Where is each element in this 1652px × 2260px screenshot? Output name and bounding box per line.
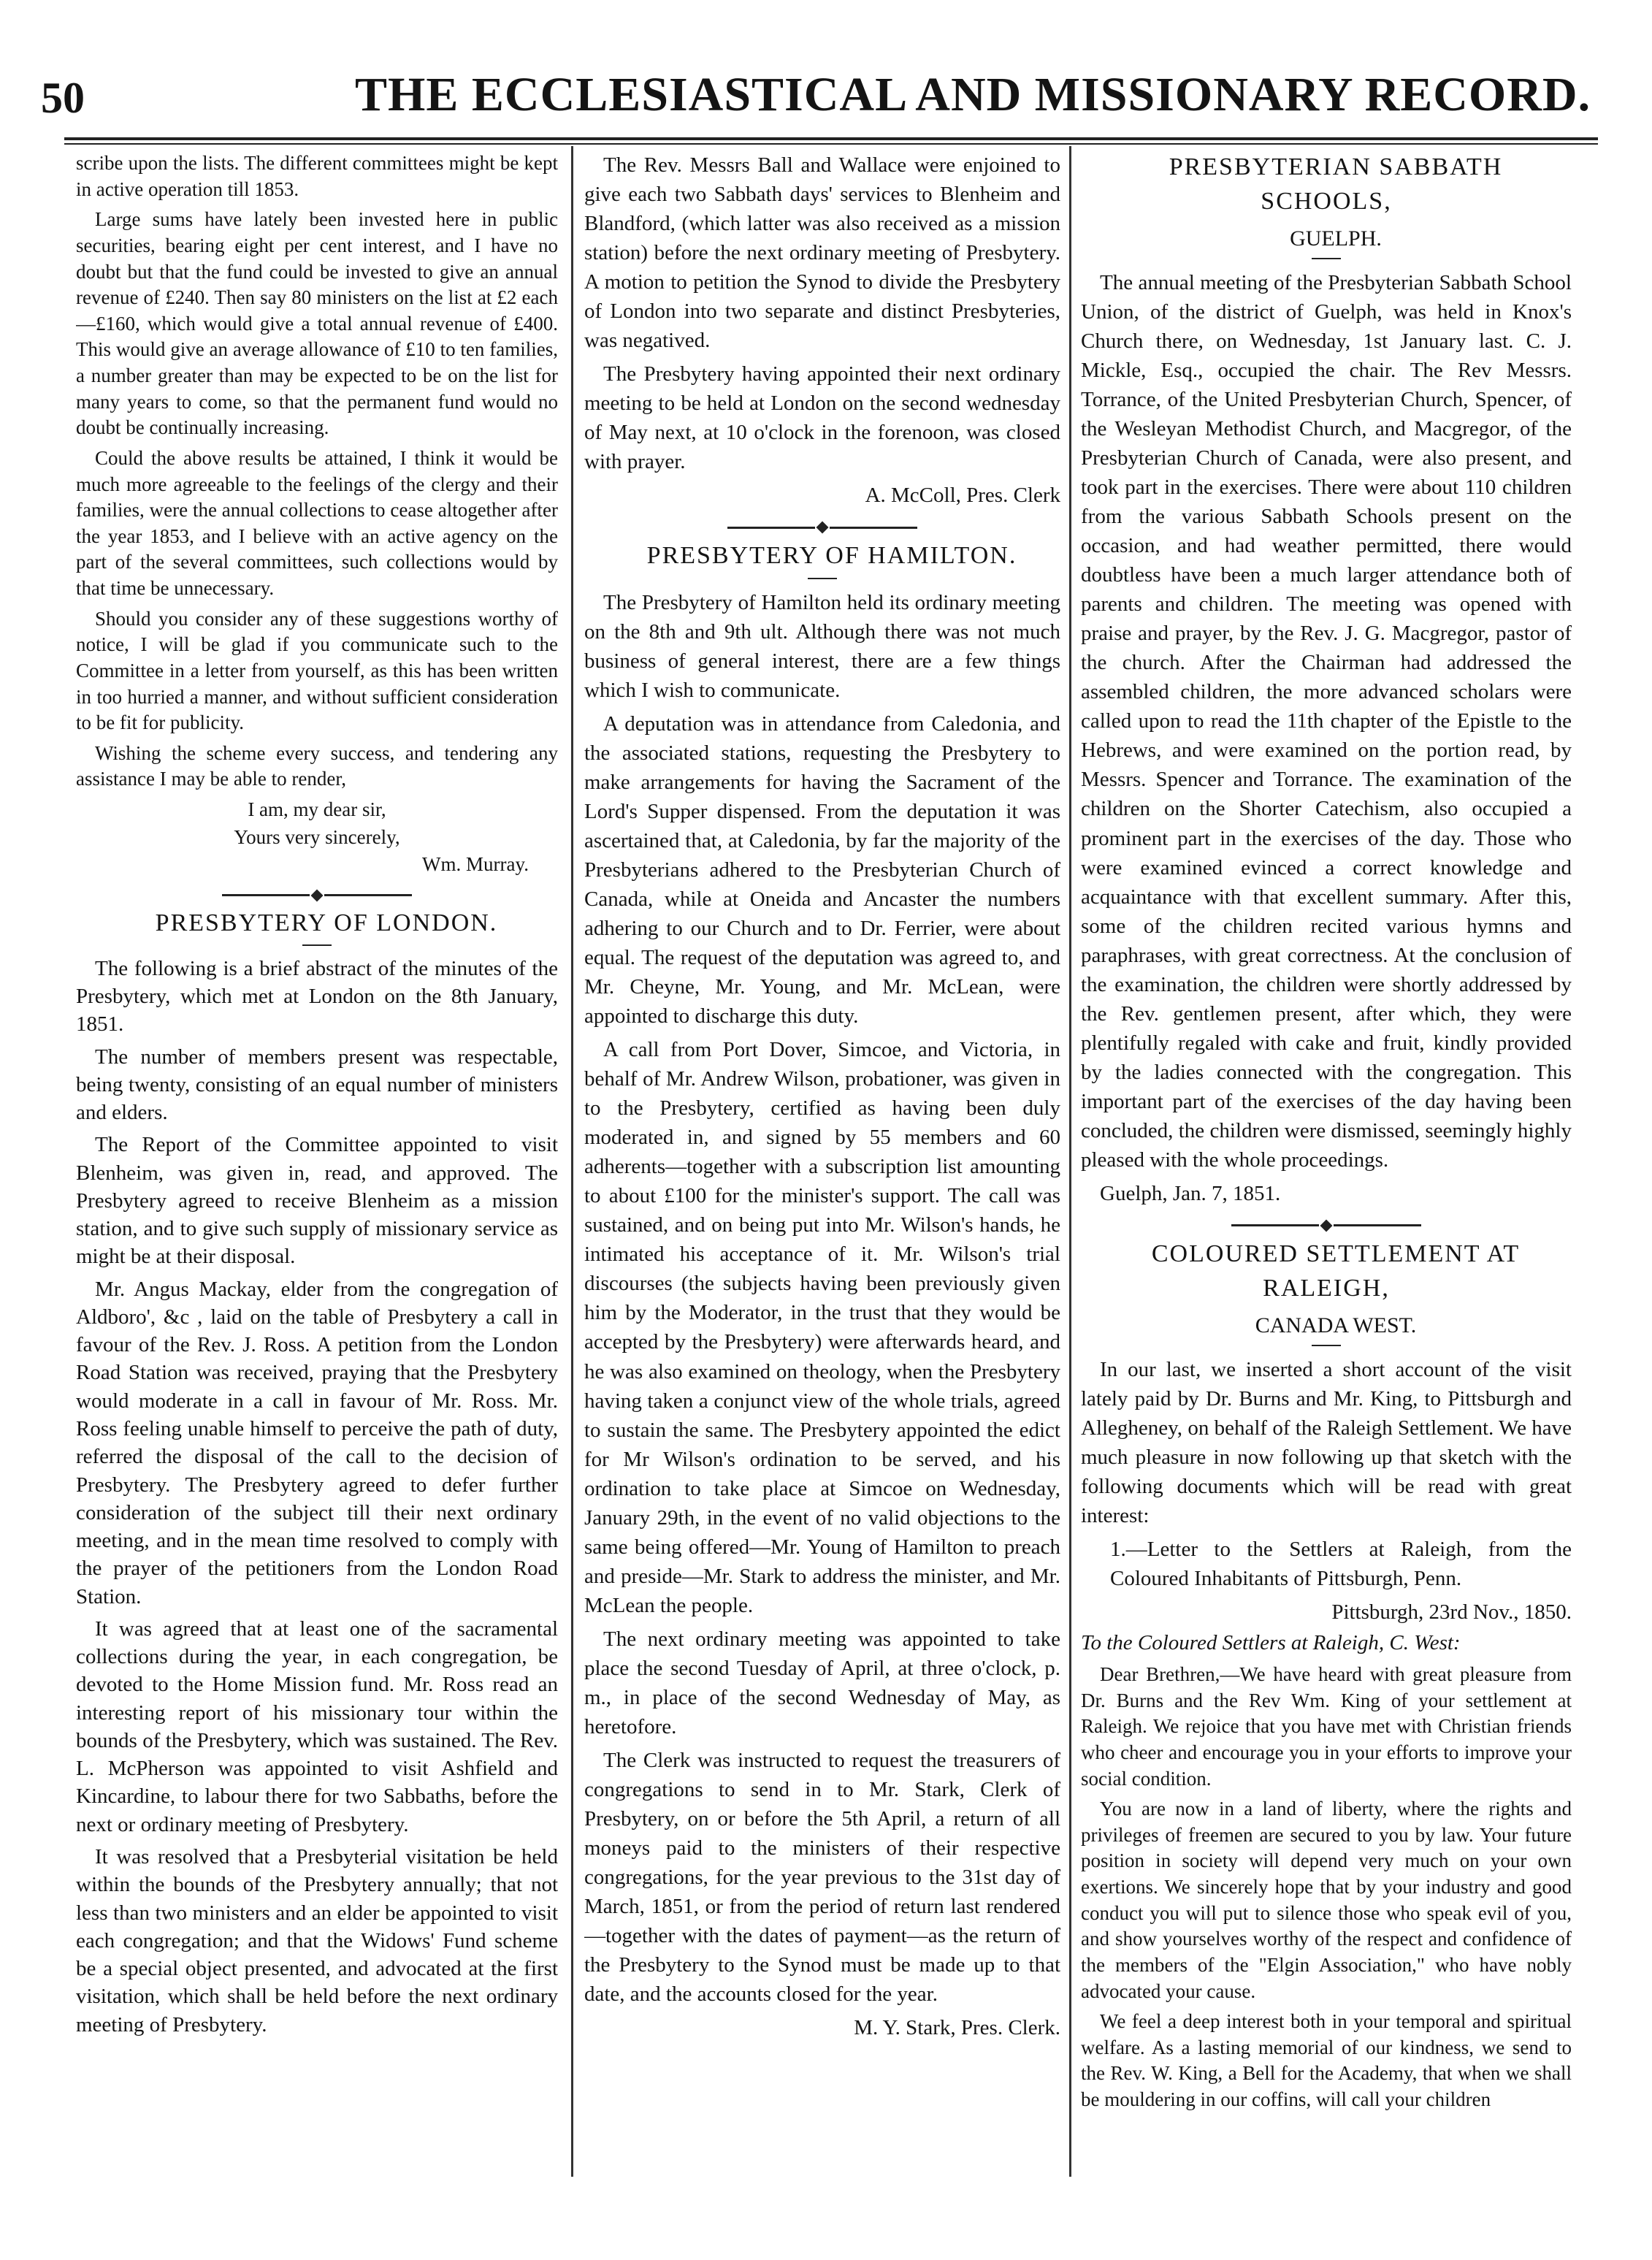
column-middle bbox=[584, 150, 1060, 2152]
signature: A. McColl, Pres. Clerk bbox=[865, 484, 1060, 508]
paragraph: In our last, we inserted a short account of the visit lately paid by Dr. Burns and Mr. King, to Pittsburgh and Allegheney, on behalf of the Raleigh Settlement. We have much pleasure in now following up that sketch with the following documents which will be read with great interest: bbox=[1081, 1357, 1572, 1527]
letter-salutation: To the Coloured Settlers at Raleigh, C. West: bbox=[1081, 1631, 1461, 1655]
dateline: Guelph, Jan. 7, 1851. bbox=[1100, 1181, 1281, 1205]
paragraph: It was resolved that a Presbyterial visitation be held within the bounds of the Presbytery annually; that not less than two ministers and an elder be appointed to visit each congregation; and that the Widows' Fund scheme be a special object presented, and advocated at the first visitation, which shall be held before the next ordinary meeting of Presbytery. bbox=[76, 1844, 558, 2036]
column-divider bbox=[1069, 146, 1071, 2177]
section-ornament bbox=[1081, 1221, 1572, 1230]
paragraph: The annual meeting of the Presbyterian Sabbath School Union, of the district of Guelph, was held in Knox's Church there, on Wednesday, 1st January last. C. J. Mickle, Esq., occupied the chair. The Rev Messrs. Torrance, of the United Presbyterian Church, Spencer, of the Wesleyan Methodist Church, and Macgregor, of the Presbyterian Church of Canada, were also present, and took part in the exercises. There were about 110 children from the various Sabbath Schools present on the occasion, and had weather permitted, there would doubtless have been a much larger attendance both of parents and children. The meeting was opened with praise and prayer, by the Rev. J. G. Macgregor, pastor of the church. After the Chairman had addressed the assembled children, the more advanced scholars were called upon to read the 11th chapter of the Epistle to the Hebrews, and were examined on the portion read, by Messrs. Spencer and Torrance. The examination of the children on the Shorter Catechism, also occupied a prominent part in the exercises of the day. Those who were examined evinced a correct knowledge and acquaintance with that excellent summary. After this, some of the children recited various hymns and paraphrases, with great correctness. At the conclusion of the examination, the children were shortly addressed by the Rev. gentlemen present, after which, they were plentifully regaled with cake and fruit, kindly provided by the ladies connected with the congregation. This important part of the exercises of the day having been concluded, the children were dismissed, seemingly highly pleased with the whole proceedings. bbox=[1081, 271, 1572, 1172]
letter-closing: Yours very sincerely, bbox=[234, 825, 400, 848]
letter-heading: 1.—Letter to the Settlers at Raleigh, from the Coloured Inhabitants of Pittsburgh, Penn. bbox=[1110, 1538, 1572, 1591]
header-rule bbox=[64, 137, 1598, 140]
paragraph: Large sums have lately been invested here in public securities, bearing eight per cent interest, and I have no doubt but that the fund could be invested to give an annual revenue of £240. Then say 80 ministers on the list at £2 each—£160, which would give a total annual revenue of £400. This would give an average allowance of £10 to ten families, a number greater than may be expected to be on the list for many years to come, so that the permanent fund would no doubt be continually increasing. bbox=[76, 208, 558, 439]
paragraph: The Clerk was instructed to request the treasurers of congregations to send in to Mr. Stark, Clerk of Presbytery, on or before the 5th April, a return of all moneys paid to the ministers of their respective congregations, for the year previous to the 31st day of March, 1851, or from the period of return last rendered—together with the dates of payment—as the return of the Presbytery to the Synod must be made up to that date, and the accounts closed for the year. bbox=[584, 1748, 1060, 2006]
paragraph: The Presbytery of Hamilton held its ordinary meeting on the 8th and 9th ult. Although there was not much business of general interest, there are a few things which I wish to communicate. bbox=[584, 591, 1060, 703]
paragraph: We feel a deep interest both in your temporal and spiritual welfare. As a lasting memorial of our kindness, we send to the Rev. W. King, a Bell for the Academy, that when we shall be mouldering in our coffins, will call your children bbox=[1081, 2010, 1572, 2111]
paragraph: A deputation was in attendance from Caledonia, and the associated stations, requesting the Presbytery to make arrangements for having the Sacrament of the Lord's Supper dispensed. From the deputation it was ascertained that, at Caledonia, by far the majority of the Presbyterians adhered to the Presbyterian Church of Canada, while at Oneida and Ancaster the numbers adhering to our Church and to Dr. Ferrier, were about equal. The request of the deputation was agreed to, and Mr. Cheyne, Mr. Young, and Mr. McLean, were appointed to discharge this duty. bbox=[584, 712, 1060, 1028]
letter-date: Pittsburgh, 23rd Nov., 1850. bbox=[1331, 1600, 1572, 1625]
letter-closing: I am, my dear sir, bbox=[248, 798, 386, 820]
paragraph: Wishing the scheme every success, and tendering any assistance I may be able to render, bbox=[76, 741, 558, 790]
signature: Wm. Murray. bbox=[422, 853, 529, 876]
paragraph: The Presbytery having appointed their next ordinary meeting to be held at London on the second wednesday of May next, at 10 o'clock in the forenoon, was closed with prayer. bbox=[584, 362, 1060, 474]
title-dash bbox=[808, 578, 837, 579]
column-divider bbox=[571, 146, 573, 2177]
column-left bbox=[76, 150, 558, 2152]
section-subtitle: GUELPH. bbox=[1290, 226, 1382, 251]
section-subtitle: CANADA WEST. bbox=[1255, 1313, 1417, 1337]
paragraph: scribe upon the lists. The different committees might be kept in active operation till 1853. bbox=[76, 152, 558, 200]
paragraph: The following is a brief abstract of the minutes of the Presbytery, which met at London on the 8th January, 1851. bbox=[76, 956, 558, 1037]
paragraph: Could the above results be attained, I think it would be much more agreeable to the feelings of the clergy and their families, were the annual collections to cease altogether after the year 1853, and I believe with an active agency on the part of the several committees, such collections would by that time be unnecessary. bbox=[76, 446, 558, 599]
paragraph: The Report of the Committee appointed to visit Blenheim, was given in, read, and approved. The Presbytery agreed to receive Blenheim as a mission station, and to give such supply of missionary service as might be at their disposal. bbox=[76, 1133, 558, 1269]
section-title: PRESBYTERIAN SABBATH SCHOOLS, bbox=[1169, 153, 1503, 215]
paragraph: A call from Port Dover, Simcoe, and Victoria, in behalf of Mr. Andrew Wilson, probationer, was given in to the Presbytery, certified as having been duly moderated in, and signed by 55 members and 60 adherents—together with a subscription list amounting to about £100 for the minister's support. The call was sustained, and on being put into Mr. Wilson's hands, he intimated his acceptance of it. Mr. Wilson's trial discourses (the subjects having been previously given him by the Moderator, in the trust that they would be accepted by the Presbytery) were afterwards heard, and he was also examined on theology, when the Presbytery having taken a conjunct view of the whole trials, agreed to sustain the same. The Presbytery appointed the edict for Mr Wilson's ordination to be served, and his ordination to take place at Simcoe on Wednesday, January 29th, in the event of no valid objections to the same being offered—Mr. Young of Hamilton to preach and preside—Mr. Stark to address the minister, and Mr. McLean the people. bbox=[584, 1038, 1060, 1617]
paragraph: The Rev. Messrs Ball and Wallace were enjoined to give each two Sabbath days' services to Blenheim and Blandford, (which latter was also received as a mission station) before the next ordinary meeting of Presbytery. A motion to petition the Synod to divide the Presbytery of London into two separate and distinct Presbyteries, was negatived. bbox=[584, 153, 1060, 353]
page-number: 50 bbox=[41, 74, 85, 122]
signature: M. Y. Stark, Pres. Clerk. bbox=[854, 2015, 1060, 2039]
paragraph: Mr. Angus Mackay, elder from the congregation of Aldboro', &c , laid on the table of Presbytery a call in favour of the Rev. J. Ross. A petition from the London Road Station was received, praying that the Presbytery would moderate in a call in favour of Mr. Ross. Mr. Ross feeling unable himself to perceive the path of duty, referred the disposal of the call to the decision of Presbytery. The Presbytery agreed to defer further consideration of the subject till their next ordinary meeting, and in the mean time resolved to comply with the prayer of the petitioners from the London Road Station. bbox=[76, 1277, 558, 1608]
paragraph: Dear Brethren,—We have heard with great pleasure from Dr. Burns and the Rev Wm. King of your settlement at Raleigh. We rejoice that you have met with Christian friends who cheer and encourage you in your efforts to improve your social condition. bbox=[1081, 1663, 1572, 1790]
column-right bbox=[1081, 150, 1572, 2152]
page-header bbox=[41, 67, 1596, 133]
paragraph: Should you consider any of these suggestions worthy of notice, I will be glad if you communicate such to the Committee in a letter from yourself, as this has been written in too hurried a manner, and without sufficient consideration to be fit for publicity. bbox=[76, 607, 558, 734]
section-title: PRESBYTERY OF HAMILTON. bbox=[646, 542, 1017, 570]
section-title: PRESBYTERY OF LONDON. bbox=[155, 909, 498, 936]
section-ornament bbox=[584, 523, 1060, 532]
title-dash bbox=[1312, 258, 1341, 259]
paragraph: You are now in a land of liberty, where the rights and privileges of freemen are secured to you by law. Your future position in society will depend very much on your own exertions. We sincerely hope that by your industry and good conduct you will put to silence those who speak evil of you, and show yourselves worthy of the respect and confidence of the members of the "Elgin Association," who have nobly advocated your cause. bbox=[1081, 1798, 1572, 2002]
title-dash bbox=[302, 944, 332, 946]
section-title: COLOURED SETTLEMENT AT RALEIGH, bbox=[1151, 1240, 1521, 1302]
publication-title: THE ECCLESIASTICAL AND MISSIONARY RECORD. bbox=[355, 68, 1591, 121]
paragraph: The number of members present was respectable, being twenty, consisting of an equal number of ministers and elders. bbox=[76, 1045, 558, 1125]
section-ornament bbox=[76, 891, 558, 900]
paragraph: It was agreed that at least one of the sacramental collections during the year, in each congregation, be devoted to the Home Mission fund. Mr. Ross read an interesting report of his missionary tour within the bounds of the Presbytery, which was sustained. The Rev. L. McPherson was appointed to visit Ashfield and Kincardine, to labour there for two Sabbaths, before the next or ordinary meeting of Presbytery. bbox=[76, 1616, 558, 1836]
title-dash bbox=[1312, 1345, 1341, 1346]
header-rule-thin bbox=[64, 143, 1598, 145]
paragraph: The next ordinary meeting was appointed to take place the second Tuesday of April, at three o'clock, p. m., in place of the second Wednesday of May, as heretofore. bbox=[584, 1627, 1060, 1738]
